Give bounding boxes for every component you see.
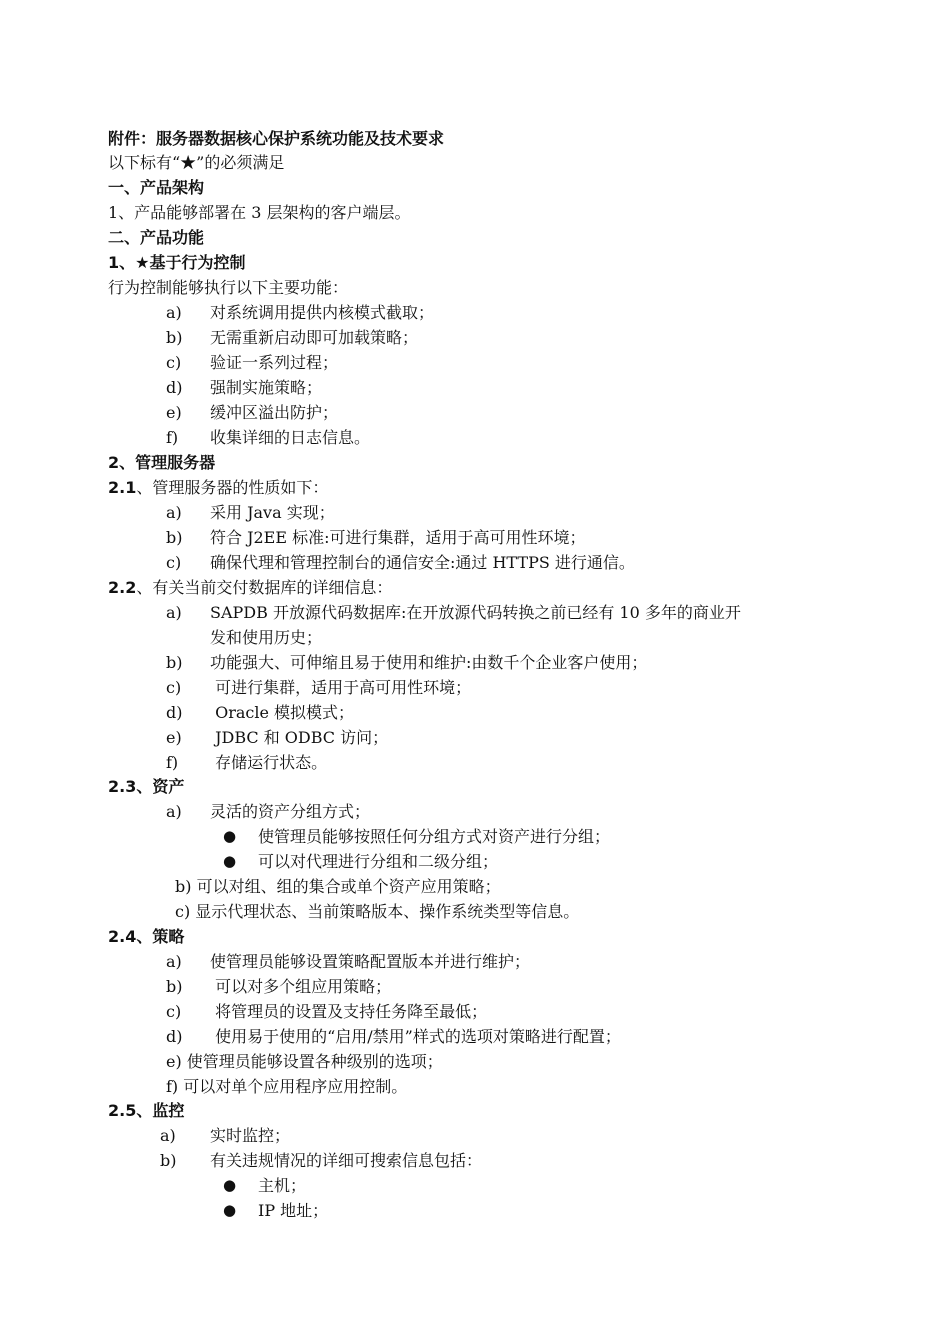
- list-item: [0, 425, 950, 450]
- bullet-item: [0, 1173, 950, 1198]
- list-marker: e): [166, 728, 182, 747]
- list-item: [0, 375, 950, 400]
- list-item: [0, 725, 950, 750]
- list-marker: d): [166, 378, 183, 397]
- list-text: 确保代理和管理控制台的通信安全:通过 HTTPS 进行通信。: [210, 553, 635, 572]
- subsection-heading: 1、★基于行为控制: [108, 253, 246, 272]
- list-item: [0, 400, 950, 425]
- section-heading-architecture: 一、产品架构: [108, 178, 205, 197]
- list-item: [0, 325, 950, 350]
- list-text: 收集详细的日志信息。: [210, 428, 371, 447]
- subsection-heading: 2、管理服务器: [108, 453, 216, 472]
- bullet-text: IP 地址；: [258, 1201, 329, 1220]
- bullet-text: 使管理员能够按照任何分组方式对资产进行分组；: [258, 827, 611, 846]
- clause-number: 2.4: [108, 927, 137, 946]
- list-item: b) 可以对组、组的集合或单个资产应用策略；: [175, 877, 501, 896]
- clause-number: 2.5: [108, 1101, 137, 1120]
- list-item: [0, 1024, 950, 1049]
- list-text: 存储运行状态。: [210, 753, 328, 772]
- list-marker: d): [166, 1027, 183, 1046]
- bullet-item: [0, 849, 950, 874]
- list-text: 符合 J2EE 标准:可进行集群，适用于高可用性环境；: [210, 528, 586, 547]
- list-item: f) 可以对单个应用程序应用控制。: [166, 1077, 408, 1096]
- list-item: [0, 600, 950, 625]
- list-text: Oracle 模拟模式；: [210, 703, 355, 722]
- list-text: 灵活的资产分组方式；: [210, 802, 371, 821]
- list-text: 使管理员能够设置策略配置版本并进行维护；: [210, 952, 531, 971]
- list-item: [0, 675, 950, 700]
- list-marker: a): [166, 603, 182, 622]
- list-text: 无需重新启动即可加载策略；: [210, 328, 419, 347]
- list-text: 将管理员的设置及支持任务降至最低；: [210, 1002, 488, 1021]
- list-text: 可进行集群，适用于高可用性环境；: [210, 678, 472, 697]
- bullet-item: [0, 824, 950, 849]
- clause-text: 、资产: [136, 777, 185, 796]
- list-item: [0, 650, 950, 675]
- paragraph: 行为控制能够执行以下主要功能：: [108, 278, 349, 297]
- list-marker: c): [166, 353, 182, 372]
- list-marker: a): [160, 1126, 176, 1145]
- list-item-continuation: [0, 625, 950, 650]
- list-item: [0, 350, 950, 375]
- list-marker: e): [166, 403, 182, 422]
- clause-text: 、策略: [136, 927, 185, 946]
- list-marker: c): [166, 1002, 182, 1021]
- clause-heading: [108, 475, 328, 500]
- list-text: 实时监控；: [210, 1126, 291, 1145]
- list-text: 采用 Java 实现；: [210, 503, 335, 522]
- clause-number: 2.2: [108, 578, 137, 597]
- list-marker: b): [166, 328, 183, 347]
- list-marker: b): [166, 977, 183, 996]
- list-text: 可以对多个组应用策略；: [210, 977, 392, 996]
- list-item: [0, 974, 950, 999]
- list-item: [0, 500, 950, 525]
- bullet-icon: ●: [223, 1201, 237, 1219]
- list-item: [0, 1123, 950, 1148]
- list-item: [0, 700, 950, 725]
- list-text: 使用易于使用的“启用/禁用”样式的选项对策略进行配置；: [210, 1027, 621, 1046]
- bullet-icon: ●: [223, 852, 237, 870]
- list-marker: c): [166, 678, 182, 697]
- clause-number: 2.3: [108, 777, 137, 796]
- clause-number: 2.1: [108, 478, 137, 497]
- list-marker: c): [166, 553, 182, 572]
- list-text: SAPDB 开放源代码数据库:在开放源代码转换之前已经有 10 多年的商业开: [210, 603, 741, 622]
- list-text: 有关违规情况的详细可搜索信息包括：: [210, 1151, 483, 1170]
- list-item: [0, 550, 950, 575]
- bullet-text: 主机；: [258, 1176, 307, 1195]
- bullet-icon: ●: [223, 1176, 237, 1194]
- clause-heading: [108, 924, 184, 949]
- list-marker: d): [166, 703, 183, 722]
- list-marker: f): [166, 753, 179, 772]
- list-text: 功能强大、可伸缩且易于使用和维护:由数千个企业客户使用；: [210, 653, 648, 672]
- list-item: [0, 750, 950, 775]
- document-title: 附件：服务器数据核心保护系统功能及技术要求: [108, 129, 445, 148]
- list-marker: b): [160, 1151, 177, 1170]
- requirement-note: 以下标有“★”的必须满足: [108, 153, 285, 172]
- list-marker: a): [166, 952, 182, 971]
- clause-text: 、管理服务器的性质如下：: [136, 478, 329, 497]
- list-marker: b): [166, 528, 183, 547]
- list-item: [0, 1148, 950, 1173]
- list-item: e) 使管理员能够设置各种级别的选项；: [166, 1052, 443, 1071]
- clause-text: 、有关当前交付数据库的详细信息：: [136, 578, 393, 597]
- bullet-item: [0, 1198, 950, 1223]
- clause-heading: [108, 1098, 184, 1123]
- list-text: JDBC 和 ODBC 访问；: [210, 728, 389, 747]
- list-item: [0, 949, 950, 974]
- list-text: 验证一系列过程；: [210, 353, 339, 372]
- list-marker: f): [166, 428, 179, 447]
- list-marker: a): [166, 802, 182, 821]
- clause-text: 、监控: [136, 1101, 185, 1120]
- list-marker: b): [166, 653, 183, 672]
- list-text: 强制实施策略；: [210, 378, 323, 397]
- list-marker: a): [166, 503, 182, 522]
- list-item: [0, 999, 950, 1024]
- bullet-text: 可以对代理进行分组和二级分组；: [258, 852, 499, 871]
- list-text: 发和使用历史；: [210, 628, 323, 647]
- list-marker: a): [166, 303, 182, 322]
- list-item: [0, 300, 950, 325]
- list-text: 缓冲区溢出防护；: [210, 403, 339, 422]
- clause-heading: [108, 575, 392, 600]
- paragraph: 1、产品能够部署在 3 层架构的客户端层。: [108, 203, 411, 222]
- list-item: c) 显示代理状态、当前策略版本、操作系统类型等信息。: [175, 902, 580, 921]
- list-text: 对系统调用提供内核模式截取；: [210, 303, 435, 322]
- clause-heading: [108, 774, 184, 799]
- section-heading-functions: 二、产品功能: [108, 228, 205, 247]
- list-item: [0, 799, 950, 824]
- list-item: [0, 525, 950, 550]
- bullet-icon: ●: [223, 827, 237, 845]
